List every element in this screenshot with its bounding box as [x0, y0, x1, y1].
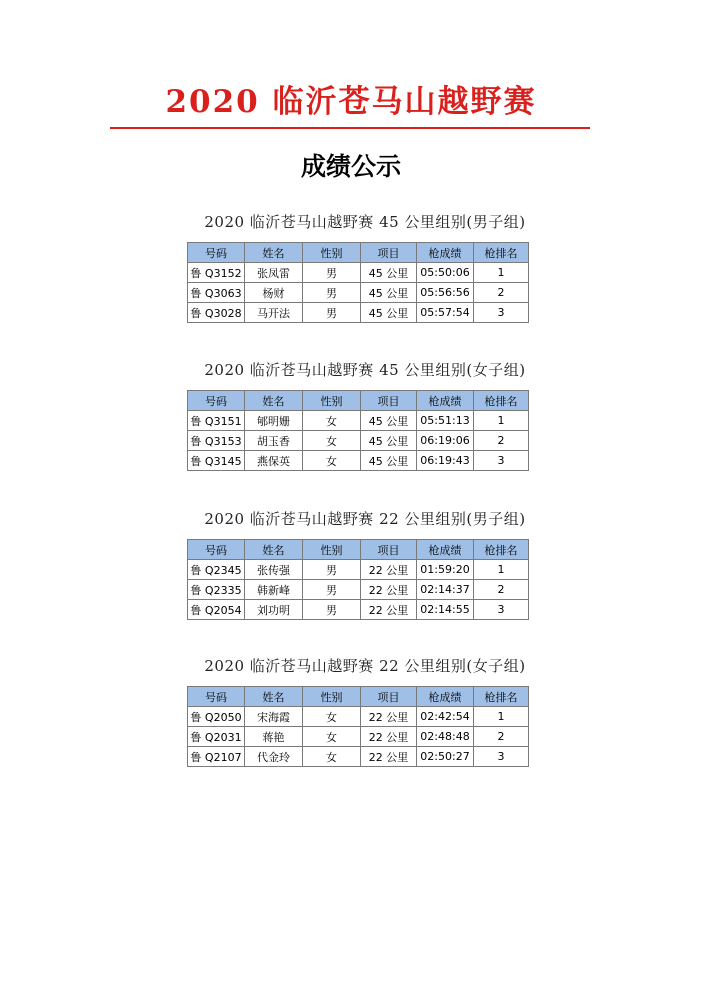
table-header-row — [188, 243, 529, 263]
bib-number-cell: 鲁 Q3063 — [188, 283, 245, 303]
table-row — [188, 303, 529, 323]
gender-cell: 女 — [303, 727, 361, 747]
results-table — [187, 686, 529, 767]
results-table — [187, 539, 529, 620]
table-row — [188, 707, 529, 727]
column-header: 号码 — [188, 391, 245, 411]
gender-cell: 男 — [303, 560, 361, 580]
rank-cell: 3 — [474, 600, 529, 620]
title-divider — [110, 127, 590, 129]
rank-cell: 1 — [474, 263, 529, 283]
section-title: 2020 临沂苍马山越野赛 45 公里组别(男子组) — [204, 213, 526, 231]
gender-cell: 女 — [303, 411, 361, 431]
rank-cell: 3 — [474, 451, 529, 471]
gender-cell: 男 — [303, 283, 361, 303]
event-cell: 22 公里 — [361, 727, 417, 747]
rank-cell: 3 — [474, 303, 529, 323]
column-header: 枪排名 — [474, 687, 529, 707]
column-header: 性别 — [303, 687, 361, 707]
bib-number-cell: 鲁 Q3153 — [188, 431, 245, 451]
table-row — [188, 600, 529, 620]
bib-number-cell: 鲁 Q3152 — [188, 263, 245, 283]
event-cell: 45 公里 — [361, 431, 417, 451]
gender-cell: 男 — [303, 263, 361, 283]
event-cell: 45 公里 — [361, 283, 417, 303]
table-header-row — [188, 540, 529, 560]
event-cell: 22 公里 — [361, 560, 417, 580]
column-header: 性别 — [303, 243, 361, 263]
name-cell: 杨财 — [245, 283, 303, 303]
table-row — [188, 580, 529, 600]
table-row — [188, 411, 529, 431]
column-header: 枪成绩 — [417, 243, 474, 263]
rank-cell: 3 — [474, 747, 529, 767]
name-cell: 韩新峰 — [245, 580, 303, 600]
name-cell: 刘功明 — [245, 600, 303, 620]
rank-cell: 2 — [474, 580, 529, 600]
column-header: 姓名 — [245, 391, 303, 411]
bib-number-cell: 鲁 Q2345 — [188, 560, 245, 580]
section-title: 2020 临沂苍马山越野赛 22 公里组别(男子组) — [204, 510, 526, 528]
column-header: 枪排名 — [474, 391, 529, 411]
event-cell: 22 公里 — [361, 707, 417, 727]
bib-number-cell: 鲁 Q2050 — [188, 707, 245, 727]
gender-cell: 男 — [303, 580, 361, 600]
name-cell: 宋海霞 — [245, 707, 303, 727]
column-header: 性别 — [303, 391, 361, 411]
event-cell: 45 公里 — [361, 303, 417, 323]
page-subtitle: 成绩公示 — [300, 152, 401, 181]
column-header: 号码 — [188, 243, 245, 263]
rank-cell: 1 — [474, 411, 529, 431]
gender-cell: 女 — [303, 747, 361, 767]
table-row — [188, 431, 529, 451]
rank-cell: 2 — [474, 283, 529, 303]
name-cell: 张凤雷 — [245, 263, 303, 283]
gender-cell: 男 — [303, 303, 361, 323]
section-title: 2020 临沂苍马山越野赛 45 公里组别(女子组) — [204, 361, 526, 379]
gun-time-cell: 05:51:13 — [417, 411, 474, 431]
rank-cell: 1 — [474, 560, 529, 580]
name-cell: 张传强 — [245, 560, 303, 580]
main-title: 2020 临沂苍马山越野赛 — [165, 84, 537, 120]
column-header: 姓名 — [245, 540, 303, 560]
bib-number-cell: 鲁 Q3145 — [188, 451, 245, 471]
gun-time-cell: 06:19:06 — [417, 431, 474, 451]
rank-cell: 2 — [474, 727, 529, 747]
table-row — [188, 451, 529, 471]
column-header: 项目 — [361, 243, 417, 263]
column-header: 枪成绩 — [417, 391, 474, 411]
section-title: 2020 临沂苍马山越野赛 22 公里组别(女子组) — [204, 657, 526, 675]
event-cell: 45 公里 — [361, 263, 417, 283]
gender-cell: 男 — [303, 600, 361, 620]
table-row — [188, 283, 529, 303]
column-header: 枪成绩 — [417, 687, 474, 707]
table-row — [188, 727, 529, 747]
name-cell: 燕保英 — [245, 451, 303, 471]
bib-number-cell: 鲁 Q2031 — [188, 727, 245, 747]
name-cell: 马开法 — [245, 303, 303, 323]
event-cell: 45 公里 — [361, 451, 417, 471]
event-cell: 45 公里 — [361, 411, 417, 431]
gun-time-cell: 05:56:56 — [417, 283, 474, 303]
results-table — [187, 242, 529, 323]
column-header: 枪成绩 — [417, 540, 474, 560]
bib-number-cell: 鲁 Q3151 — [188, 411, 245, 431]
column-header: 项目 — [361, 540, 417, 560]
rank-cell: 1 — [474, 707, 529, 727]
gun-time-cell: 02:48:48 — [417, 727, 474, 747]
gun-time-cell: 02:42:54 — [417, 707, 474, 727]
table-row — [188, 263, 529, 283]
column-header: 姓名 — [245, 687, 303, 707]
table-header-row — [188, 687, 529, 707]
gun-time-cell: 05:50:06 — [417, 263, 474, 283]
gun-time-cell: 02:50:27 — [417, 747, 474, 767]
gun-time-cell: 01:59:20 — [417, 560, 474, 580]
bib-number-cell: 鲁 Q2054 — [188, 600, 245, 620]
gun-time-cell: 05:57:54 — [417, 303, 474, 323]
gun-time-cell: 06:19:43 — [417, 451, 474, 471]
table-row — [188, 560, 529, 580]
gender-cell: 女 — [303, 707, 361, 727]
column-header: 姓名 — [245, 243, 303, 263]
column-header: 枪排名 — [474, 540, 529, 560]
bib-number-cell: 鲁 Q2107 — [188, 747, 245, 767]
table-row — [188, 747, 529, 767]
event-cell: 22 公里 — [361, 600, 417, 620]
gender-cell: 女 — [303, 451, 361, 471]
column-header: 项目 — [361, 391, 417, 411]
column-header: 枪排名 — [474, 243, 529, 263]
gun-time-cell: 02:14:37 — [417, 580, 474, 600]
bib-number-cell: 鲁 Q2335 — [188, 580, 245, 600]
table-header-row — [188, 391, 529, 411]
event-cell: 22 公里 — [361, 747, 417, 767]
column-header: 项目 — [361, 687, 417, 707]
rank-cell: 2 — [474, 431, 529, 451]
bib-number-cell: 鲁 Q3028 — [188, 303, 245, 323]
name-cell: 代金玲 — [245, 747, 303, 767]
gun-time-cell: 02:14:55 — [417, 600, 474, 620]
name-cell: 郇明姗 — [245, 411, 303, 431]
gender-cell: 女 — [303, 431, 361, 451]
name-cell: 胡玉香 — [245, 431, 303, 451]
column-header: 号码 — [188, 687, 245, 707]
name-cell: 蒋艳 — [245, 727, 303, 747]
column-header: 号码 — [188, 540, 245, 560]
column-header: 性别 — [303, 540, 361, 560]
event-cell: 22 公里 — [361, 580, 417, 600]
results-table — [187, 390, 529, 471]
